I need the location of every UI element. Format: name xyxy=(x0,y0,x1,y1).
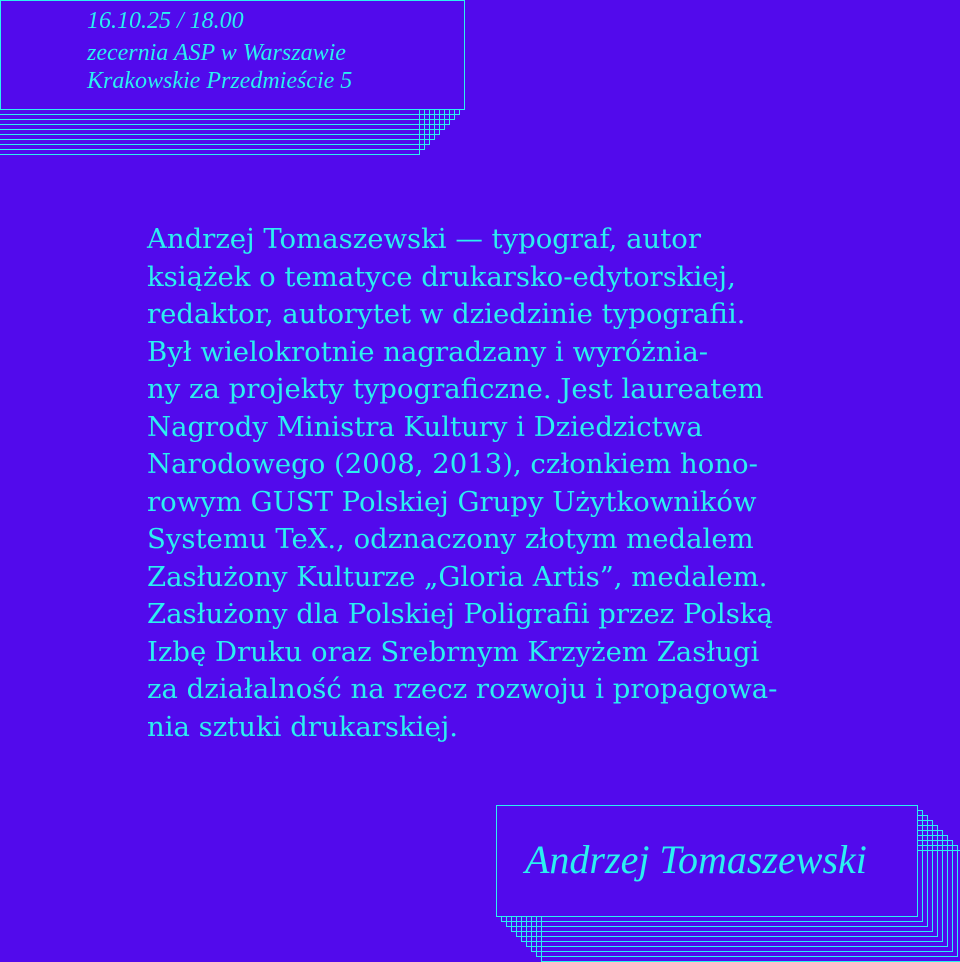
bio-line: za działalność na rzecz rozwoju i propagowa- xyxy=(147,673,778,705)
event-venue: zecernia ASP w Warszawie xyxy=(87,40,346,66)
bio-line: ny za projekty typograficzne. Jest laureatem xyxy=(147,373,764,405)
event-date-time: 16.10.25 / 18.00 xyxy=(87,8,244,34)
bio-line: Izbę Druku oraz Srebrnym Krzyżem Zasługi xyxy=(147,635,760,668)
speaker-name-box xyxy=(496,805,918,917)
bio-line: Narodowego (2008, 2013), członkiem hono- xyxy=(147,448,758,480)
bio-line: Systemu TeX., odznaczony złotym medalem xyxy=(147,523,754,555)
speaker-name: Andrzej Tomaszewski xyxy=(525,837,867,882)
bio-line: Nagrody Ministra Kultury i Dziedzictwa xyxy=(147,410,703,443)
event-info-box xyxy=(0,0,465,110)
bio-line: redaktor, autorytet w dziedzinie typografii. xyxy=(147,298,746,330)
bio-line: książek o tematyce drukarsko-edytorskiej, xyxy=(147,260,736,293)
event-address: Krakowskie Przedmieście 5 xyxy=(87,68,353,94)
bio-line: Był wielokrotnie nagradzany i wyróżnia- xyxy=(147,335,709,368)
bio-line: Zasłużony dla Polskiej Poligrafii przez Polską xyxy=(147,598,773,630)
bio-line: Andrzej Tomaszewski — typograf, autor xyxy=(147,223,701,255)
bio-line: Zasłużony Kulturze „Gloria Artis”, medalem. xyxy=(147,560,768,593)
speaker-biography xyxy=(147,221,927,746)
bio-line: rowym GUST Polskiej Grupy Użytkowników xyxy=(147,485,757,518)
bio-line: nia sztuki drukarskiej. xyxy=(147,710,458,743)
